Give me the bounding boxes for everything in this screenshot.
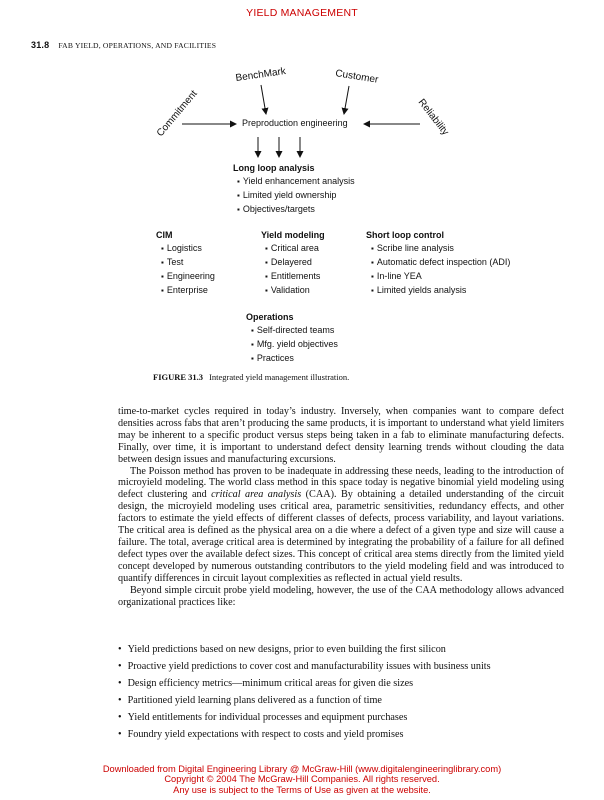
chapter-title: FAB YIELD, OPERATIONS, AND FACILITIES	[58, 41, 217, 50]
long-loop-item: ▪ Yield enhancement analysis	[237, 174, 355, 188]
benchmark-arrow	[261, 85, 266, 114]
emphasis-text: critical area analysis	[211, 489, 302, 501]
cim-item: ▪ Test	[161, 255, 215, 269]
figure-caption	[153, 372, 349, 382]
paragraph-text: The Poisson method has proven to be inadequate in addressing these needs, leading to the introduction of microyield modeling. The world class method in this space today is negative binomial yield modeling using defect clustering and	[118, 465, 564, 501]
long-loop-item: ▪ Limited yield ownership	[237, 188, 355, 202]
list-item: • Partitioned yield learning plans delivered as a function of time	[118, 692, 568, 709]
cim-item: ▪ Logistics	[161, 241, 215, 255]
list-item: • Foundry yield expectations with respect to costs and yield promises	[118, 726, 568, 743]
short-loop-title: Short loop control	[366, 230, 444, 240]
list-item: • Yield entitlements for individual processes and equipment purchases	[118, 709, 568, 726]
yield-modeling-block	[261, 230, 325, 297]
cim-item: ▪ Enterprise	[161, 283, 215, 297]
yield-modeling-item: ▪ Validation	[265, 283, 325, 297]
cim-item: ▪ Engineering	[161, 269, 215, 283]
operations-title: Operations	[246, 312, 294, 322]
operations-item: ▪ Mfg. yield objectives	[251, 337, 338, 351]
short-loop-item: ▪ Scribe line analysis	[371, 241, 510, 255]
figure-caption-label: FIGURE 31.3	[153, 372, 204, 382]
page-header-title: YIELD MANAGEMENT	[246, 7, 358, 19]
long-loop-block	[233, 163, 355, 216]
yield-modeling-item: ▪ Delayered	[265, 255, 325, 269]
operations-item: ▪ Practices	[251, 351, 338, 365]
long-loop-title: Long loop analysis	[233, 163, 315, 173]
terms-of-use-link[interactable]: Any use is subject to the Terms of Use as given at the website.	[173, 784, 431, 795]
footer	[0, 764, 604, 795]
cim-block	[156, 230, 215, 297]
copyright-text: Copyright © 2004 The McGraw-Hill Companies. All rights reserved.	[164, 774, 440, 785]
list-item: • Yield predictions based on new designs, prior to even building the first silicon	[118, 641, 568, 658]
short-loop-item: ▪ Limited yields analysis	[371, 283, 510, 297]
bullet-list	[118, 641, 568, 743]
paragraph	[118, 466, 564, 585]
paragraph: Beyond simple circuit probe yield modeling, however, the use of the CAA methodology allows advanced organizational practices like:	[118, 584, 564, 608]
customer-arrow	[344, 86, 349, 114]
short-loop-item: ▪ Automatic defect inspection (ADI)	[371, 255, 510, 269]
yield-modeling-title: Yield modeling	[261, 230, 325, 240]
paragraph-text: (CAA). By obtaining a detailed understanding of the circuit design, the microyield modeling uses critical area, parametric sensitivities, redundancy effects, and other factors to estimate the yield effects of different classes of defects, process variability, and layout variations. The critical area is defined as the physical area on a die where a defect of a given type and size will cause a failure. The total, average critical area is determined by integrating the probability of a failure for all defined defect types over the available defect sizes. This concept of critical area stems directly from the limited yield concept developed by numerous outstanding contributors to the yield modeling field and was introduced to quantify differences in circuit layout complexities as reflected in actual yield results.	[118, 489, 564, 584]
paragraph: time-to-market cycles required in today’s industry. Inversely, when companies want to compare defect densities across fabs that aren’t producing the same products, it is important to understand what yield limiters may be inherent to a specific product versus steps being taken in a fab to eliminate manufacturing defects. Finally, over time, it is important to understand defect density learning trends without clouding the data between design issues and manufacturing excursions.	[118, 406, 564, 465]
reliability-label: Reliability	[415, 97, 451, 138]
list-item: • Design efficiency metrics—minimum critical areas for given die sizes	[118, 675, 568, 692]
yield-modeling-item: ▪ Critical area	[265, 241, 325, 255]
list-item: • Proactive yield predictions to cover cost and manufacturability issues with business units	[118, 658, 568, 675]
benchmark-label: BenchMark	[234, 66, 287, 84]
page-number: 31.8	[31, 40, 50, 50]
body-text	[118, 406, 564, 608]
download-source-link[interactable]: Downloaded from Digital Engineering Library @ McGraw-Hill (www.digitalengineeringlibrary.com)	[102, 764, 502, 774]
short-loop-item: ▪ In-line YEA	[371, 269, 510, 283]
cim-title: CIM	[156, 230, 173, 240]
customer-label: Customer	[334, 68, 380, 86]
commitment-label: Commitment	[154, 88, 200, 139]
preproduction-engineering-label: Preproduction engineering	[242, 118, 348, 128]
yield-modeling-item: ▪ Entitlements	[265, 269, 325, 283]
figure-caption-text: Integrated yield management illustration.	[209, 372, 350, 382]
long-loop-item: ▪ Objectives/targets	[237, 202, 355, 216]
operations-block	[246, 312, 338, 365]
short-loop-block	[366, 230, 510, 297]
operations-item: ▪ Self-directed teams	[251, 323, 338, 337]
